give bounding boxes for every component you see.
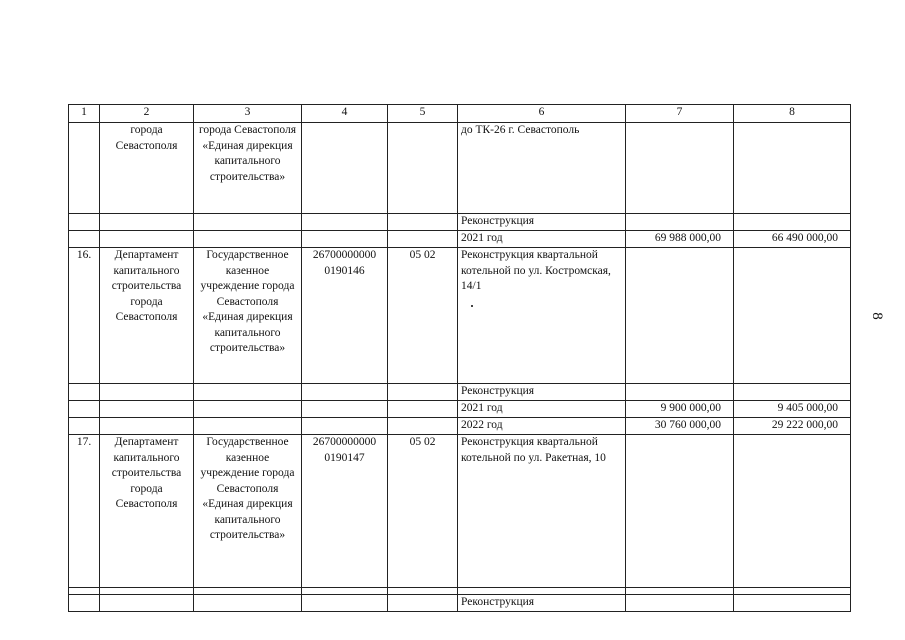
header-cell: 3 <box>194 105 302 123</box>
code-cell <box>302 384 388 401</box>
recipient-cell <box>194 214 302 231</box>
section-cell: 05 02 <box>388 248 458 384</box>
amount-cell <box>734 248 851 384</box>
header-cell: 2 <box>100 105 194 123</box>
section-cell <box>388 418 458 435</box>
section-cell <box>388 401 458 418</box>
amount-cell: 9 405 000,00 <box>734 401 851 418</box>
section-cell <box>388 588 458 595</box>
description-cell: Реконструкция квартальной котельной по ул. Костромская, 14/1 <box>458 248 626 384</box>
description-cell: Реконструкция <box>458 384 626 401</box>
amount-cell: 29 222 000,00 <box>734 418 851 435</box>
header-cell: 7 <box>626 105 734 123</box>
row-number-cell <box>69 595 100 612</box>
recipient-cell <box>194 595 302 612</box>
department-cell <box>100 214 194 231</box>
header-cell: 6 <box>458 105 626 123</box>
section-cell <box>388 214 458 231</box>
code-cell <box>302 418 388 435</box>
amount-cell <box>734 435 851 588</box>
code-cell <box>302 588 388 595</box>
code-cell <box>302 231 388 248</box>
row-number-cell <box>69 214 100 231</box>
table-row <box>69 418 851 435</box>
header-cell: 5 <box>388 105 458 123</box>
department-cell <box>100 384 194 401</box>
description-cell: до ТК-26 г. Севастополь <box>458 123 626 214</box>
row-number-cell <box>69 123 100 214</box>
amount-cell <box>734 123 851 214</box>
amount-cell <box>626 435 734 588</box>
row-number-cell <box>69 588 100 595</box>
row-number-cell <box>69 401 100 418</box>
recipient-cell <box>194 384 302 401</box>
code-cell <box>302 595 388 612</box>
recipient-cell: Государственное казенное учреждение города Севастополя «Единая дирекция капитального строительства» <box>194 248 302 384</box>
description-cell: 2022 год <box>458 418 626 435</box>
section-cell <box>388 231 458 248</box>
amount-cell <box>734 384 851 401</box>
row-number-cell <box>69 231 100 248</box>
recipient-cell <box>194 401 302 418</box>
header-cell: 8 <box>734 105 851 123</box>
table-row <box>69 588 851 595</box>
description-cell: Реконструкция <box>458 214 626 231</box>
amount-cell <box>626 588 734 595</box>
section-cell: 05 02 <box>388 435 458 588</box>
recipient-cell <box>194 588 302 595</box>
amount-cell <box>626 214 734 231</box>
recipient-cell: города Севастополя «Единая дирекция капитального строительства» <box>194 123 302 214</box>
amount-cell <box>734 214 851 231</box>
row-number-cell: 16. <box>69 248 100 384</box>
section-cell <box>388 123 458 214</box>
table-row <box>69 595 851 612</box>
department-cell: Департамент капитального строительства города Севастополя <box>100 248 194 384</box>
table-row <box>69 123 851 214</box>
recipient-cell <box>194 231 302 248</box>
amount-cell <box>626 123 734 214</box>
description-cell <box>458 588 626 595</box>
code-cell <box>302 214 388 231</box>
scan-speck <box>471 305 473 307</box>
amount-cell <box>626 384 734 401</box>
recipient-cell <box>194 418 302 435</box>
section-cell <box>388 384 458 401</box>
table-row <box>69 214 851 231</box>
department-cell: Департамент капитального строительства города Севастополя <box>100 435 194 588</box>
code-cell <box>302 123 388 214</box>
table-row <box>69 384 851 401</box>
header-cell: 1 <box>69 105 100 123</box>
amount-cell <box>734 595 851 612</box>
amount-cell: 69 988 000,00 <box>626 231 734 248</box>
table-row <box>69 435 851 588</box>
table-row <box>69 231 851 248</box>
department-cell <box>100 401 194 418</box>
description-cell: 2021 год <box>458 401 626 418</box>
recipient-cell: Государственное казенное учреждение города Севастополя «Единая дирекция капитального строительства» <box>194 435 302 588</box>
table-row <box>69 248 851 384</box>
amount-cell <box>626 248 734 384</box>
amount-cell: 9 900 000,00 <box>626 401 734 418</box>
code-cell: 26700000000 0190147 <box>302 435 388 588</box>
row-number-cell <box>69 384 100 401</box>
page-number: 8 <box>869 312 885 320</box>
section-cell <box>388 595 458 612</box>
description-cell: 2021 год <box>458 231 626 248</box>
department-cell <box>100 588 194 595</box>
department-cell <box>100 418 194 435</box>
department-cell <box>100 231 194 248</box>
department-cell <box>100 595 194 612</box>
table-row <box>69 401 851 418</box>
row-number-cell: 17. <box>69 435 100 588</box>
amount-cell: 30 760 000,00 <box>626 418 734 435</box>
table-header-row <box>69 105 851 123</box>
amount-cell: 66 490 000,00 <box>734 231 851 248</box>
amount-cell <box>734 588 851 595</box>
budget-table <box>68 104 851 612</box>
header-cell: 4 <box>302 105 388 123</box>
code-cell: 26700000000 0190146 <box>302 248 388 384</box>
amount-cell <box>626 595 734 612</box>
description-cell: Реконструкция квартальной котельной по ул. Ракетная, 10 <box>458 435 626 588</box>
row-number-cell <box>69 418 100 435</box>
department-cell: города Севастополя <box>100 123 194 214</box>
code-cell <box>302 401 388 418</box>
description-cell: Реконструкция <box>458 595 626 612</box>
